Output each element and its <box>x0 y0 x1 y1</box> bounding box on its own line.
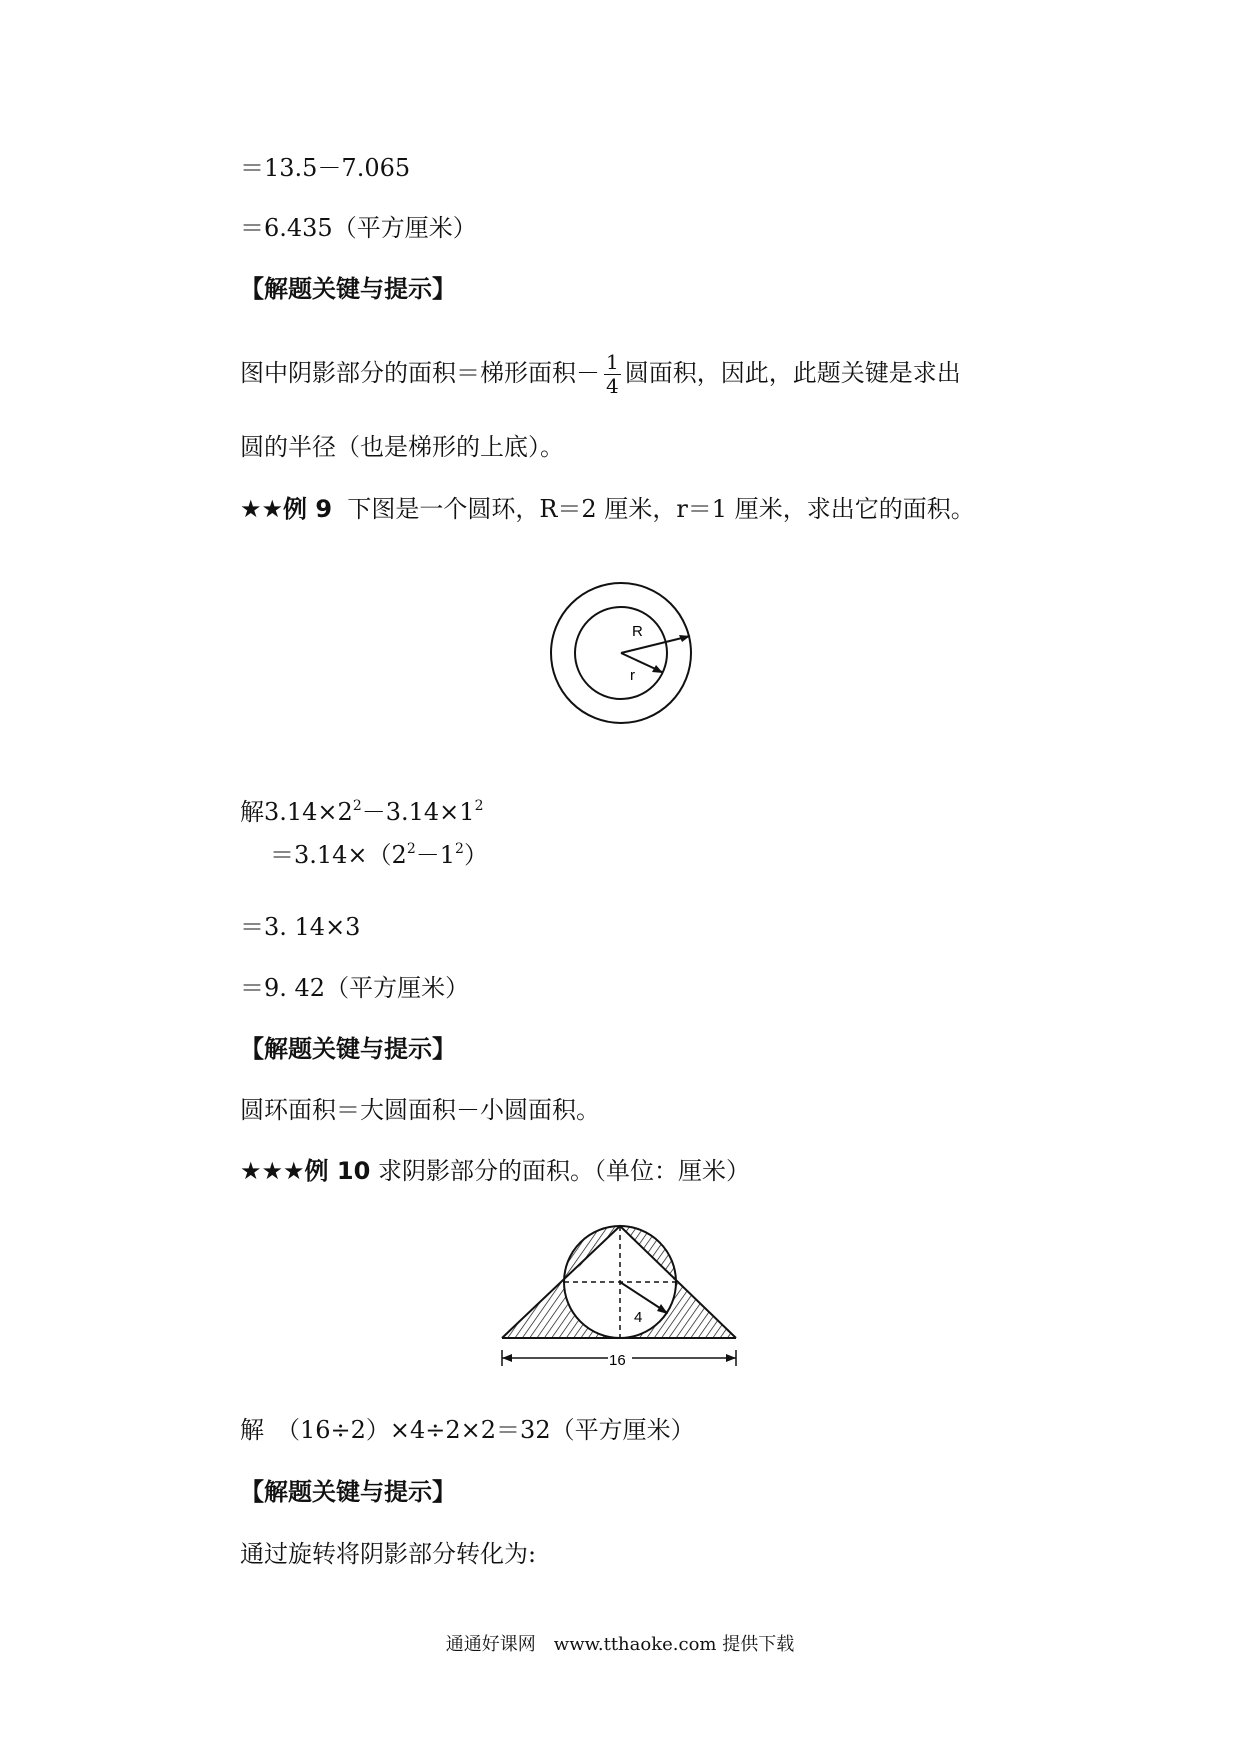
exponent: 2 <box>455 841 464 857</box>
annulus-figure <box>548 580 694 726</box>
dimension-arrow-right <box>726 1354 736 1362</box>
label-R: R <box>632 623 643 640</box>
solution-9-b3: ） <box>463 841 488 869</box>
hint-paragraph-3: 通过旋转将阴影部分转化为: <box>240 1540 537 1568</box>
page-footer: 通通好课网 www.tthaoke.com 提供下载 <box>445 1634 795 1655</box>
solution-9-line-2 <box>270 843 488 867</box>
section-heading-3: 【解题关键与提示】 <box>240 1478 456 1506</box>
equation-line-1: ＝13.5－7.065 <box>240 154 411 182</box>
hint-paragraph-1-cont: 圆的半径（也是梯形的上底）。 <box>240 433 564 461</box>
exponent: 2 <box>474 798 484 814</box>
base-label: 16 <box>609 1352 626 1369</box>
shaded-triangle-circle-figure <box>496 1218 746 1380</box>
section-heading-1: 【解题关键与提示】 <box>240 275 456 303</box>
solution-9-a2: －3.14×1 <box>361 798 475 826</box>
fraction-denominator: 4 <box>606 374 619 398</box>
radius-label: 4 <box>634 1309 643 1326</box>
solution-9-a1: 解3.14×2 <box>240 798 353 826</box>
hint-text-b: 圆面积，因此，此题关键是求出 <box>624 359 961 387</box>
fraction-numerator: 1 <box>606 350 619 374</box>
example-9-heading <box>240 497 975 521</box>
radius-R-arrowhead <box>679 635 690 642</box>
label-r: r <box>630 667 635 684</box>
solution-10: 解 （16÷2）×4÷2×2＝32（平方厘米） <box>240 1416 695 1444</box>
solution-9-line-3: ＝3. 14×3 <box>240 913 361 941</box>
example-10-heading <box>240 1159 750 1183</box>
exponent: 2 <box>406 841 416 857</box>
solution-9-b1: ＝3.14×（2 <box>270 841 407 869</box>
section-heading-2: 【解题关键与提示】 <box>240 1035 456 1063</box>
exponent: 2 <box>352 798 362 814</box>
dimension-arrow-left <box>502 1354 512 1362</box>
hint-paragraph-2: 圆环面积＝大圆面积－小圆面积。 <box>240 1096 600 1124</box>
equation-line-2: ＝6.435（平方厘米） <box>240 214 477 242</box>
fraction-one-quarter <box>604 352 621 397</box>
hint-paragraph-1 <box>240 352 961 397</box>
example-10-label: ★★★例 10 <box>240 1157 371 1185</box>
solution-9-b2: －1 <box>415 841 456 869</box>
solution-9-line-1 <box>240 800 484 824</box>
solution-9-line-4: ＝9. 42（平方厘米） <box>240 974 470 1002</box>
example-9-label: ★★例 9 <box>240 495 333 523</box>
example-10-text: 求阴影部分的面积。（单位：厘米） <box>377 1157 750 1185</box>
hint-text-a: 图中阴影部分的面积＝梯形面积－ <box>240 359 600 387</box>
example-9-text: 下图是一个圆环，R＝2 厘米，r＝1 厘米，求出它的面积。 <box>347 495 975 523</box>
